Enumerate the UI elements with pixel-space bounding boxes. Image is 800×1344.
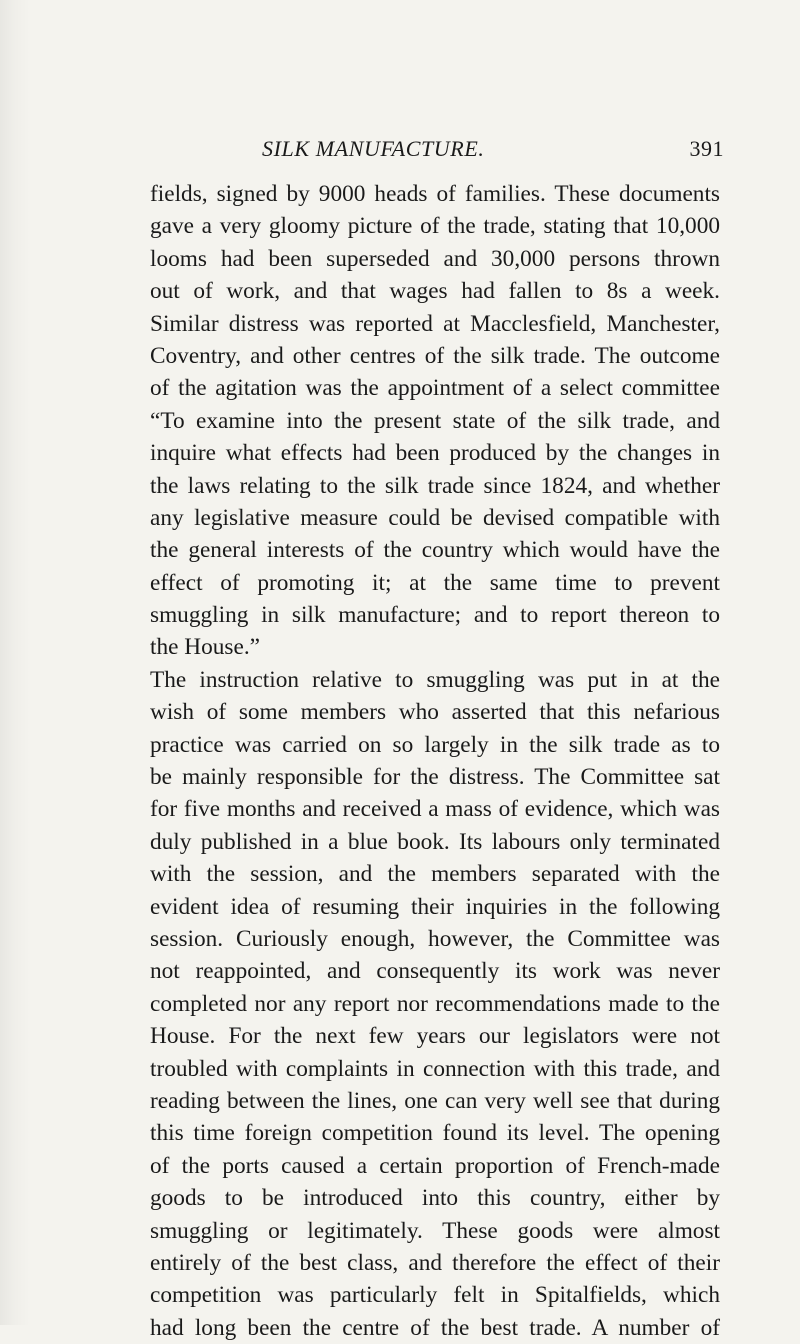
text-line: out of work, and that wages had fallen to 8s a week. <box>150 278 720 305</box>
text-line: practice was carried on so largely in the silk trade as to <box>150 731 720 758</box>
text-line: Similar distress was reported at Macclesfield, Manchester, <box>150 310 720 337</box>
text-line: with the session, and the members separated with the <box>150 861 720 888</box>
text-line: goods to be introduced into this country, either by <box>150 1185 720 1212</box>
text-line: duly published in a blue book. Its labours only terminated <box>150 828 720 855</box>
text-line: gave a very gloomy picture of the trade, stating that 10,000 <box>150 213 720 240</box>
text-line: Coventry, and other centres of the silk trade. The outcome <box>150 342 720 369</box>
text-line: inquire what effects had been produced by the changes in <box>150 440 720 467</box>
text-line: the general interests of the country which would have the <box>150 537 720 564</box>
text-line: “To examine into the present state of the silk trade, and <box>150 407 720 434</box>
text-line: had long been the centre of the best trade. A number of <box>150 1314 720 1341</box>
running-head-title: SILK MANUFACTURE. <box>262 136 485 161</box>
text-line: fields, signed by 9000 heads of families. These documents <box>150 181 720 207</box>
text-line: wish of some members who asserted that this nefarious <box>150 699 720 726</box>
text-line: not reappointed, and consequently its work was never <box>150 958 720 985</box>
text-line: any legislative measure could be devised compatible with <box>150 504 720 531</box>
text-line: reading between the lines, one can very well see that during <box>150 1087 720 1114</box>
text-line: the laws relating to the silk trade since 1824, and whether <box>150 472 720 499</box>
body-text <box>150 178 720 1344</box>
running-head <box>150 136 724 166</box>
text-line: The instruction relative to smuggling was put in at the <box>150 666 720 693</box>
text-line: looms had been superseded and 30,000 persons thrown <box>150 245 720 272</box>
text-line: troubled with complaints in connection with this trade, and <box>150 1055 720 1082</box>
text-line: for five months and received a mass of evidence, which was <box>150 796 720 823</box>
text-line: smuggling or legitimately. These goods were almost <box>150 1217 720 1244</box>
text-line: of the agitation was the appointment of a select committee <box>150 375 720 402</box>
text-line: evident idea of resuming their inquiries in the following <box>150 893 720 920</box>
text-line: effect of promoting it; at the same time to prevent <box>150 569 720 596</box>
text-line: House. For the next few years our legislators were not <box>150 1023 720 1050</box>
text-line: completed nor any report nor recommendations made to the <box>150 990 720 1017</box>
text-line: entirely of the best class, and therefore the effect of their <box>150 1249 720 1276</box>
text-line: competition was particularly felt in Spitalfields, which <box>150 1282 720 1309</box>
page-number: 391 <box>689 136 724 161</box>
text-line: of the ports caused a certain proportion of French-made <box>150 1152 720 1179</box>
text-line: smuggling in silk manufacture; and to report thereon to <box>150 602 720 629</box>
text-line: the House.” <box>150 634 260 661</box>
text-line: session. Curiously enough, however, the Committee was <box>150 925 720 952</box>
text-line: this time foreign competition found its level. The opening <box>150 1120 720 1147</box>
text-line: be mainly responsible for the distress. The Committee sat <box>150 764 720 791</box>
